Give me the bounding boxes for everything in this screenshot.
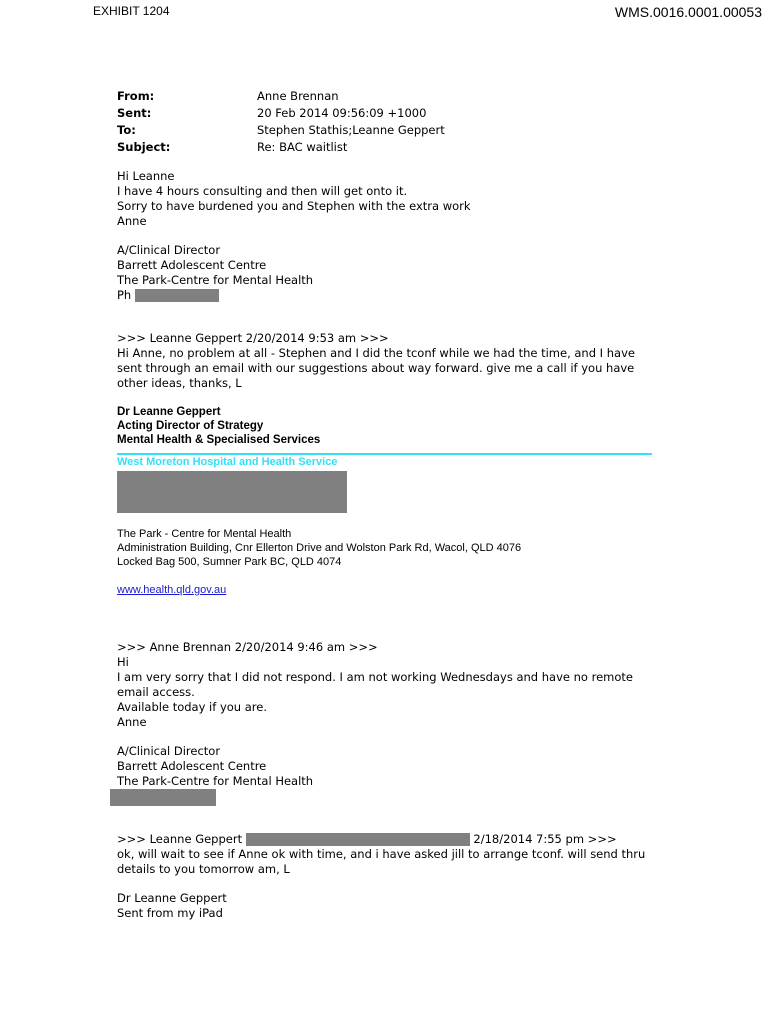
signature-line: Barrett Adolescent Centre (117, 759, 267, 773)
phone-label: Ph (117, 288, 132, 302)
from-label: From: (117, 89, 155, 103)
quote-prefix: >>> Leanne Geppert (117, 832, 243, 846)
message-line: Anne (117, 715, 147, 729)
redaction-box (117, 471, 347, 513)
subject-label: Subject: (117, 140, 171, 154)
signature-line: A/Clinical Director (117, 243, 221, 257)
message-1-text (117, 169, 677, 229)
sent-label: Sent: (117, 106, 152, 120)
message-line: I am very sorry that I did not respond. I am not working Wednesdays and have no remote (117, 670, 633, 684)
quote-header: >>> Leanne Geppert 2/20/2014 9:53 am >>> (117, 331, 389, 345)
email-headers (117, 88, 677, 155)
signature-line: Mental Health & Specialised Services (117, 434, 321, 446)
phone-line (117, 288, 677, 303)
message-line: Hi (117, 655, 129, 669)
quote-suffix: 2/18/2014 7:55 pm >>> (473, 832, 617, 846)
subject-value: Re: BAC waitlist (257, 140, 348, 154)
message-line: details to you tomorrow am, L (117, 862, 290, 876)
signature-2 (117, 405, 677, 447)
message-2 (117, 331, 677, 391)
organisation-name: West Moreton Hospital and Health Service (117, 456, 338, 468)
message-line: I have 4 hours consulting and then will get onto it. (117, 184, 408, 198)
message-line: Sorry to have burdened you and Stephen with the extra work (117, 199, 471, 213)
message-line: sent through an email with our suggestions about way forward. give me a call if you have (117, 361, 635, 375)
from-value: Anne Brennan (257, 89, 339, 103)
to-label: To: (117, 123, 136, 137)
signature-line: The Park-Centre for Mental Health (117, 774, 314, 788)
exhibit-label: EXHIBIT 1204 (93, 4, 170, 18)
message-line: Available today if you are. (117, 700, 267, 714)
signature-line: Acting Director of Strategy (117, 420, 264, 432)
signature-line: Dr Leanne Geppert (117, 891, 227, 905)
address-line: Locked Bag 500, Sumner Park BC, QLD 4074 (117, 556, 342, 568)
document-id: WMS.0016.0001.00053 (614, 4, 762, 20)
signature-4 (117, 891, 677, 921)
address-block (117, 527, 677, 569)
message-line: Anne (117, 214, 147, 228)
message-3 (117, 640, 677, 730)
message-line: email access. (117, 685, 195, 699)
website-link[interactable]: www.health.qld.gov.au (117, 584, 227, 596)
quote-header: >>> Anne Brennan 2/20/2014 9:46 am >>> (117, 640, 378, 654)
message-line: other ideas, thanks, L (117, 376, 242, 390)
to-value: Stephen Stathis;Leanne Geppert (257, 123, 445, 137)
signature-line: The Park-Centre for Mental Health (117, 273, 314, 287)
message-4 (117, 832, 677, 877)
email-body (117, 88, 677, 921)
signature-line: Dr Leanne Geppert (117, 406, 221, 418)
address-line: The Park - Centre for Mental Health (117, 528, 292, 540)
message-line: ok, will wait to see if Anne ok with time, and i have asked jill to arrange tconf. will send thru (117, 847, 646, 861)
signature-3 (117, 744, 677, 806)
signature-1 (117, 243, 677, 303)
quote-header (117, 832, 677, 847)
redaction-box (135, 289, 219, 302)
redaction-box (110, 789, 216, 806)
signature-line: A/Clinical Director (117, 744, 221, 758)
redaction-box (246, 833, 470, 846)
address-line: Administration Building, Cnr Ellerton Drive and Wolston Park Rd, Wacol, QLD 4076 (117, 542, 522, 554)
message-line: Hi Leanne (117, 169, 175, 183)
sent-value: 20 Feb 2014 09:56:09 +1000 (257, 106, 427, 120)
signature-line: Sent from my iPad (117, 906, 223, 920)
message-line: Hi Anne, no problem at all - Stephen and I did the tconf while we had the time, and I have (117, 346, 635, 360)
signature-line: Barrett Adolescent Centre (117, 258, 267, 272)
